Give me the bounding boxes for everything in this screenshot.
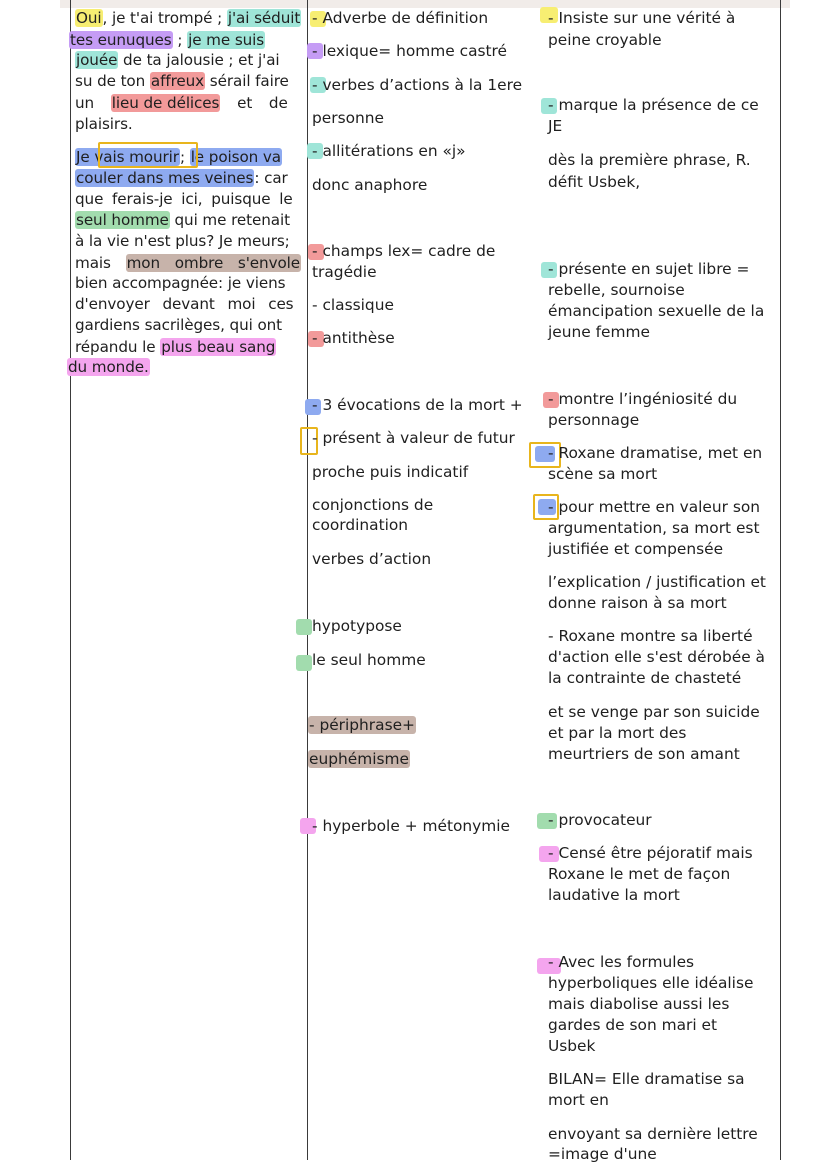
text-line: tes eunuques ; je me suis xyxy=(70,31,265,49)
note-line: justifiée et compensée xyxy=(548,540,724,558)
marker-green xyxy=(296,619,312,635)
note-line: - champs lex= cadre de xyxy=(312,242,496,260)
note-line: Usbek xyxy=(548,1037,596,1055)
note-line: - Adverbe de définition xyxy=(312,9,489,27)
highlight-purple: tes eunuques xyxy=(70,31,172,49)
highlight-teal: j'ai séduit xyxy=(227,9,301,27)
note-line: - Roxane dramatise, met en xyxy=(548,444,763,462)
column-rule-left xyxy=(70,0,71,1160)
note-line: BILAN= Elle dramatise sa xyxy=(548,1070,745,1088)
highlight-blue: couler dans mes veines xyxy=(76,169,254,187)
note-line: proche puis indicatif xyxy=(312,463,469,481)
note-line: - pour mettre en valeur son xyxy=(548,498,761,516)
note-line: et par la mort des xyxy=(548,724,687,742)
note-line: argumentation, sa mort est xyxy=(548,519,760,537)
highlight-red: affreux xyxy=(150,72,205,90)
note-line: mort en xyxy=(548,1091,609,1109)
text-line: d'envoyer devant moi ces xyxy=(75,295,294,313)
highlight-brown: euphémisme xyxy=(309,750,409,768)
note-line: - présente en sujet libre = xyxy=(548,260,750,278)
highlight-yellow: Oui xyxy=(76,9,102,27)
note-line: - Censé être péjoratif mais xyxy=(548,844,753,862)
note-line: hypotypose xyxy=(312,617,402,635)
text-line: bien accompagnée: je viens xyxy=(75,274,286,292)
note-line: rebelle, sournoise xyxy=(548,281,685,299)
highlight-blue: le poison va xyxy=(190,148,281,166)
note-line: laudative la mort xyxy=(548,886,680,904)
note-line: - présent à valeur de futur xyxy=(312,429,515,447)
note-line: - verbes d’actions à la 1ere xyxy=(312,76,523,94)
text-line: mais mon ombre s'envole xyxy=(75,254,301,272)
highlight-green: seul homme xyxy=(76,211,169,229)
note-line: - Roxane montre sa liberté xyxy=(548,627,753,645)
note-line xyxy=(308,749,410,769)
note-line: personne xyxy=(312,109,384,127)
marker-green xyxy=(296,655,312,671)
text-line: Oui, je t'ai trompé ; j'ai séduit xyxy=(76,9,301,27)
column-rule-right xyxy=(780,0,781,1160)
note-line: la contrainte de chasteté xyxy=(548,669,742,687)
note-line: tragédie xyxy=(312,263,377,281)
top-margin-strip xyxy=(60,0,790,8)
note-line: hyperboliques elle idéalise xyxy=(548,974,754,992)
note-line: conjonctions de xyxy=(312,496,434,514)
note-line: gardes de son mari et xyxy=(548,1016,718,1034)
text-line: plaisirs. xyxy=(75,115,133,133)
note-line: peine croyable xyxy=(548,31,662,49)
note-line: - classique xyxy=(312,296,394,314)
note-line: - allitérations en «j» xyxy=(312,142,466,160)
text-line: que ferais-je ici, puisque le xyxy=(75,190,293,208)
note-line: envoyant sa dernière lettre xyxy=(548,1125,758,1143)
note-line: l’explication / justification et xyxy=(548,573,766,591)
note-line: défit Usbek, xyxy=(548,173,641,191)
note-line: scène sa mort xyxy=(548,465,658,483)
note-line: - hyperbole + métonymie xyxy=(312,817,510,835)
highlight-pink: du monde. xyxy=(68,358,149,376)
note-line: et se venge par son suicide xyxy=(548,703,760,721)
note-line: - provocateur xyxy=(548,811,652,829)
highlight-pink: plus beau sang xyxy=(161,338,276,356)
note-line: Roxane le met de façon xyxy=(548,865,731,883)
highlight-red: lieu de délices xyxy=(111,94,220,112)
note-line: mais diabolise aussi les xyxy=(548,995,730,1013)
note-line: - Insiste sur une vérité à xyxy=(548,9,736,27)
note-line: personnage xyxy=(548,411,640,429)
text-line: répandu le plus beau sang xyxy=(75,338,276,356)
text-line: seul homme qui me retenait xyxy=(76,211,290,229)
note-line: - antithèse xyxy=(312,329,395,347)
note-line: donne raison à sa mort xyxy=(548,594,727,612)
highlight-brown: mon ombre s'envole xyxy=(126,254,301,272)
note-line: émancipation sexuelle de la xyxy=(548,302,765,320)
highlight-brown: - périphrase+ xyxy=(309,716,415,734)
note-line: jeune femme xyxy=(548,323,650,341)
highlight-teal: jouée xyxy=(76,51,118,69)
highlight-blue: Je vais mourir xyxy=(76,148,179,166)
text-line xyxy=(67,357,150,377)
note-line: - montre l’ingéniosité du xyxy=(548,390,738,408)
highlight-teal: je me suis xyxy=(188,31,265,49)
text-line: un lieu de délices et de xyxy=(75,94,288,112)
note-line: JE xyxy=(548,117,563,135)
note-line: meurtriers de son amant xyxy=(548,745,740,763)
note-line xyxy=(308,715,416,735)
note-line: - marque la présence de ce xyxy=(548,96,759,114)
note-line: - Avec les formules xyxy=(548,953,695,971)
note-line: - 3 évocations de la mort + xyxy=(312,396,523,414)
text-line: Je vais mourir; le poison va xyxy=(76,148,281,166)
note-line: donc anaphore xyxy=(312,176,428,194)
column-rule-middle xyxy=(307,0,308,1160)
note-line: dès la première phrase, R. xyxy=(548,151,751,169)
annotation-box xyxy=(98,142,198,168)
text-line: couler dans mes veines: car xyxy=(76,169,288,187)
note-line: verbes d’action xyxy=(312,550,432,568)
text-line: su de ton affreux sérail faire xyxy=(75,72,289,90)
note-line: coordination xyxy=(312,516,409,534)
text-line: à la vie n'est plus? Je meurs; xyxy=(75,232,290,250)
note-line: - lexique= homme castré xyxy=(312,42,508,60)
note-line: =image d'une xyxy=(548,1145,657,1163)
text-line: gardiens sacrilèges, qui ont xyxy=(75,316,283,334)
note-line: d'action elle s'est dérobée à xyxy=(548,648,765,666)
text-line: jouée de ta jalousie ; et j'ai xyxy=(76,51,280,69)
note-line: le seul homme xyxy=(312,651,426,669)
